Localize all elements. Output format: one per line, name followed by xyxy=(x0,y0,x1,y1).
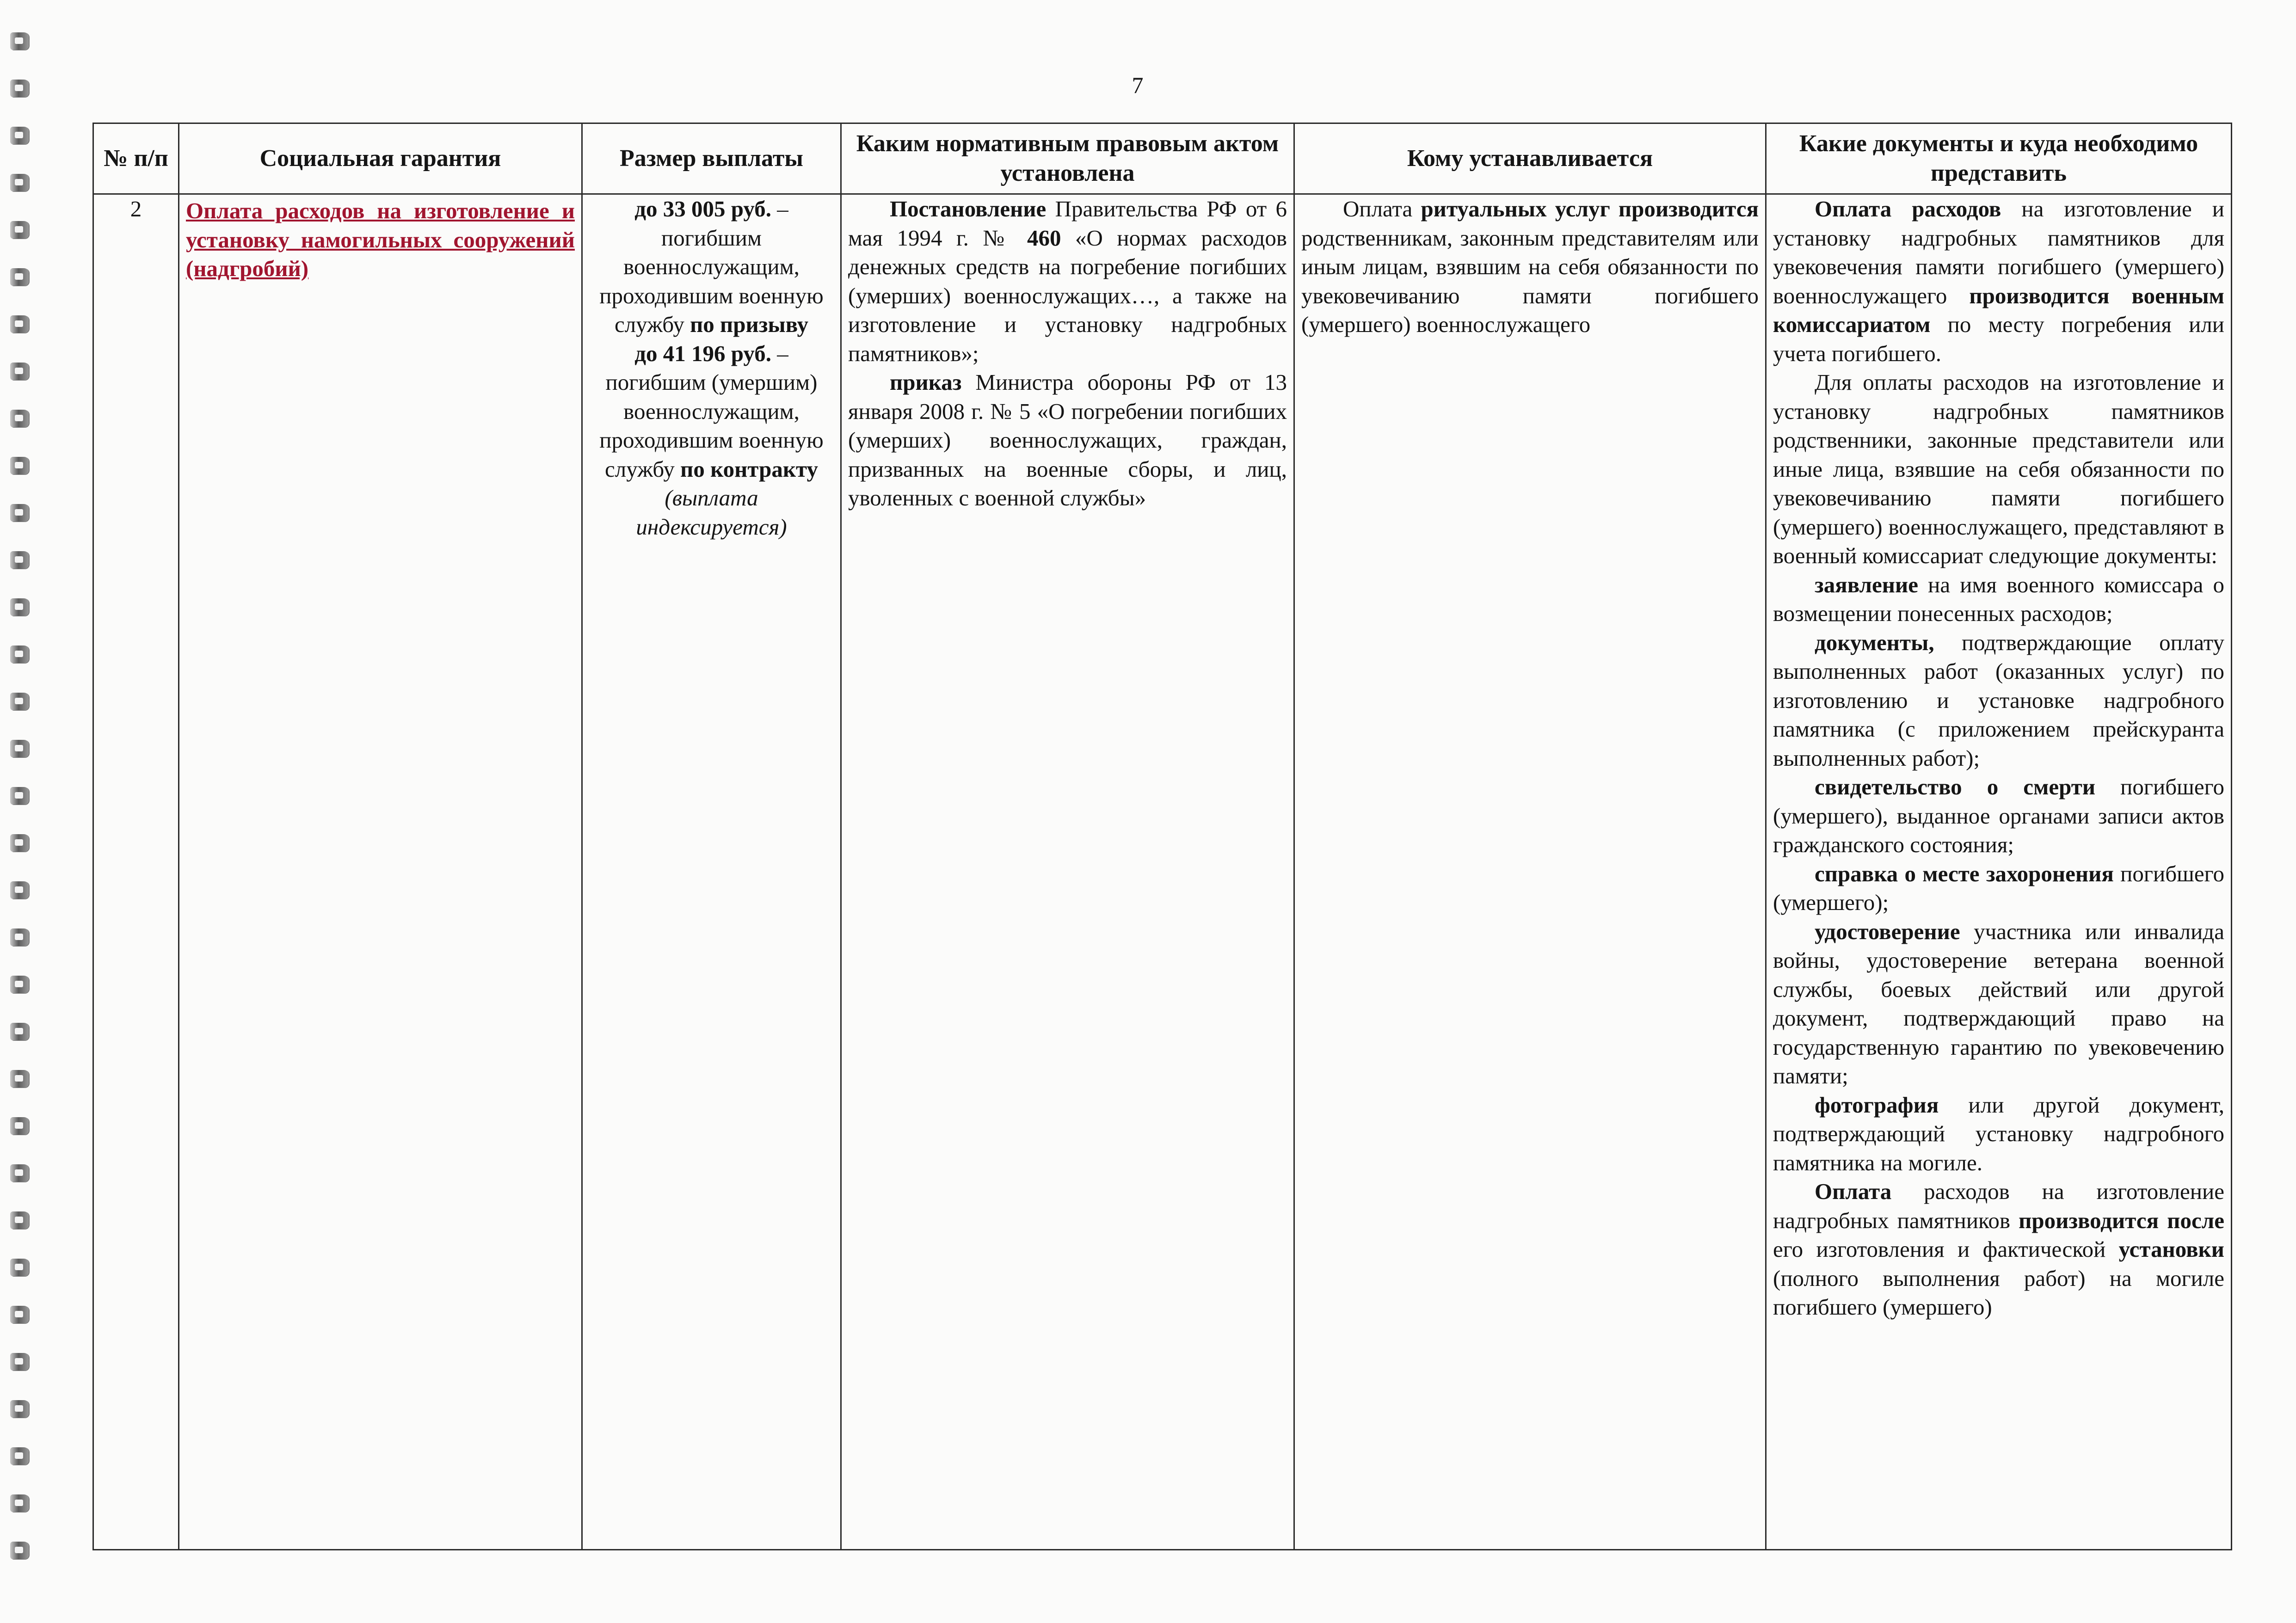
act-2-type: приказ xyxy=(890,369,962,395)
act-1-type: Постановление xyxy=(890,196,1046,221)
binding-ring-icon xyxy=(10,268,29,286)
docs-6-text: погибшего (умершего); xyxy=(1773,861,2225,915)
docs-1-text-2: по месту погребения или учета погибшего. xyxy=(1773,312,2225,366)
header-docs: Какие документы и куда необходимо представить xyxy=(1766,123,2232,194)
docs-1-bold: Оплата расходов xyxy=(1815,196,2001,221)
amount-note: (выплата индексируется) xyxy=(636,485,787,540)
act-1-title: «О нормах расходов денежных средств на погребение погибших (умерших) военнослужащих…, а также на изготовление и установку надгробных памятников»; xyxy=(848,225,1287,366)
binding-ring-icon xyxy=(10,693,29,710)
docs-1-text: на изготовление и установку надгробных памятников для увековечения памяти погибшего (умершего) военнослужащего xyxy=(1773,196,2224,308)
binding-ring-icon xyxy=(10,1400,29,1418)
page-number: 7 xyxy=(1132,72,1144,98)
binding-ring-icon xyxy=(10,1211,29,1229)
header-act: Каким нормативным правовым актом установлена xyxy=(841,123,1294,194)
docs-7-text: участника или инвалида войны, удостоверение ветерана военной службы, боевых действий или другой документ, подтверждающий право на государственную гарантию по увековечению памяти; xyxy=(1773,918,2224,1088)
docs-5-text: погибшего (умершего), выданное органами записи актов гражданского состояния; xyxy=(1773,774,2224,857)
binding-ring-icon xyxy=(10,1023,29,1040)
docs-9-text: расходов на изготовление надгробных памятников xyxy=(1773,1179,2224,1233)
cell-num: 2 xyxy=(93,194,179,1550)
binding-ring-icon xyxy=(10,551,29,569)
binding-ring-icon xyxy=(10,834,29,852)
binding-ring-icon xyxy=(10,174,29,191)
docs-1-bold-2: производится военным комиссариатом xyxy=(1773,283,2225,337)
table-row xyxy=(93,194,2232,1550)
docs-3-bold: заявление xyxy=(1815,572,1918,597)
binding-ring-icon xyxy=(10,504,29,522)
docs-9-text-2: его изготовления и фактической xyxy=(1773,1236,2106,1262)
binding-ring-icon xyxy=(10,646,29,663)
docs-9-bold: Оплата xyxy=(1815,1179,1892,1204)
binding-ring-icon xyxy=(10,1447,29,1465)
docs-9-text-3: (полного выполнения работ) на могиле погибшего (умершего) xyxy=(1773,1265,2224,1320)
binding-ring-icon xyxy=(10,976,29,993)
who-text-1: Оплата xyxy=(1343,196,1413,221)
docs-8-bold: фотография xyxy=(1815,1092,1939,1118)
amount-2-type: по контракту xyxy=(680,456,818,482)
amount-2-value: до 41 196 руб. xyxy=(634,340,771,366)
amount-1-text: – погибшим военнослужащим, проходившим военную службу xyxy=(599,196,824,337)
binding-ring-icon xyxy=(10,221,29,239)
binding-ring-icon xyxy=(10,363,29,380)
table-header-row xyxy=(93,123,2232,194)
who-text-2: родственникам, законным представителям или иным лицам, взявшим на себя обязанности по увековечиванию памяти погибшего (умершего) военнослужащего xyxy=(1301,225,1759,337)
binding-ring-icon xyxy=(10,881,29,899)
binding-ring-icon xyxy=(10,32,29,50)
docs-5-bold: свидетельство о смерти xyxy=(1815,774,2096,799)
amount-1-value: до 33 005 руб. xyxy=(634,196,771,221)
docs-9-bold-3: установки xyxy=(2118,1236,2225,1262)
binding-ring-icon xyxy=(10,80,29,97)
binding-ring-icon xyxy=(10,1542,29,1559)
binding-ring-icon xyxy=(10,1306,29,1323)
binding-ring-icon xyxy=(10,787,29,805)
cell-amount xyxy=(582,194,841,1550)
docs-8-text: или другой документ, подтверждающий установку надгробного памятника на могиле. xyxy=(1773,1092,2225,1175)
spiral-binding xyxy=(10,32,38,1595)
binding-ring-icon xyxy=(10,1353,29,1371)
binding-ring-icon xyxy=(10,1494,29,1512)
binding-ring-icon xyxy=(10,410,29,427)
binding-ring-icon xyxy=(10,127,29,144)
docs-2-text: Для оплаты расходов на изготовление и установку надгробных памятников родственники, законные представители или иные лица, взявшие на себя обязанности по увековечиванию памяти погибшего (умершего) военнослужащего, представляют в военный комиссариат следующие документы: xyxy=(1773,369,2224,568)
docs-4-bold: документы, xyxy=(1815,629,1934,655)
docs-7-bold: удостоверение xyxy=(1815,918,1960,944)
amount-2-text: – погибшим (умершим) военнослужащим, проходившим военную службу xyxy=(599,340,824,482)
cell-act xyxy=(841,194,1294,1550)
binding-ring-icon xyxy=(10,740,29,757)
binding-ring-icon xyxy=(10,1164,29,1182)
act-1-number: 460 xyxy=(1027,225,1061,251)
binding-ring-icon xyxy=(10,457,29,474)
docs-3-text: на имя военного комиссара о возмещении понесенных расходов; xyxy=(1773,572,2225,626)
who-text-bold: ритуальных услуг производится xyxy=(1421,196,1759,221)
binding-ring-icon xyxy=(10,928,29,946)
binding-ring-icon xyxy=(10,315,29,333)
header-amount: Размер выплаты xyxy=(582,123,841,194)
act-2-text: Министра обороны РФ от 13 января 2008 г. № 5 «О погребении погибших (умерших) военнослужащих, граждан, призванных на военные сборы, и лиц, уволенных с военной службы» xyxy=(848,369,1287,510)
binding-ring-icon xyxy=(10,1259,29,1276)
cell-guarantee xyxy=(179,194,582,1550)
guarantee-link[interactable]: Оплата расходов на изготовление и установку намогильных сооружений (надгробий) xyxy=(186,198,575,281)
amount-1-type: по призыву xyxy=(690,312,808,337)
cell-who xyxy=(1294,194,1766,1550)
binding-ring-icon xyxy=(10,598,29,616)
header-who: Кому устанавливается xyxy=(1294,123,1766,194)
social-guarantees-table xyxy=(92,123,2232,1550)
header-num: № п/п xyxy=(93,123,179,194)
docs-4-text: подтверждающие оплату выполненных работ (оказанных услуг) по изготовлению и установке надгробного памятника (с приложением прейскуранта выполненных работ); xyxy=(1773,629,2224,771)
cell-docs xyxy=(1766,194,2232,1550)
binding-ring-icon xyxy=(10,1070,29,1088)
header-guarantee: Социальная гарантия xyxy=(179,123,582,194)
act-1-text: Правительства РФ от 6 мая 1994 г. № xyxy=(848,196,1287,251)
binding-ring-icon xyxy=(10,1117,29,1135)
docs-6-bold: справка о месте захоронения xyxy=(1815,861,2114,886)
docs-9-bold-2: производится после xyxy=(2019,1207,2225,1233)
